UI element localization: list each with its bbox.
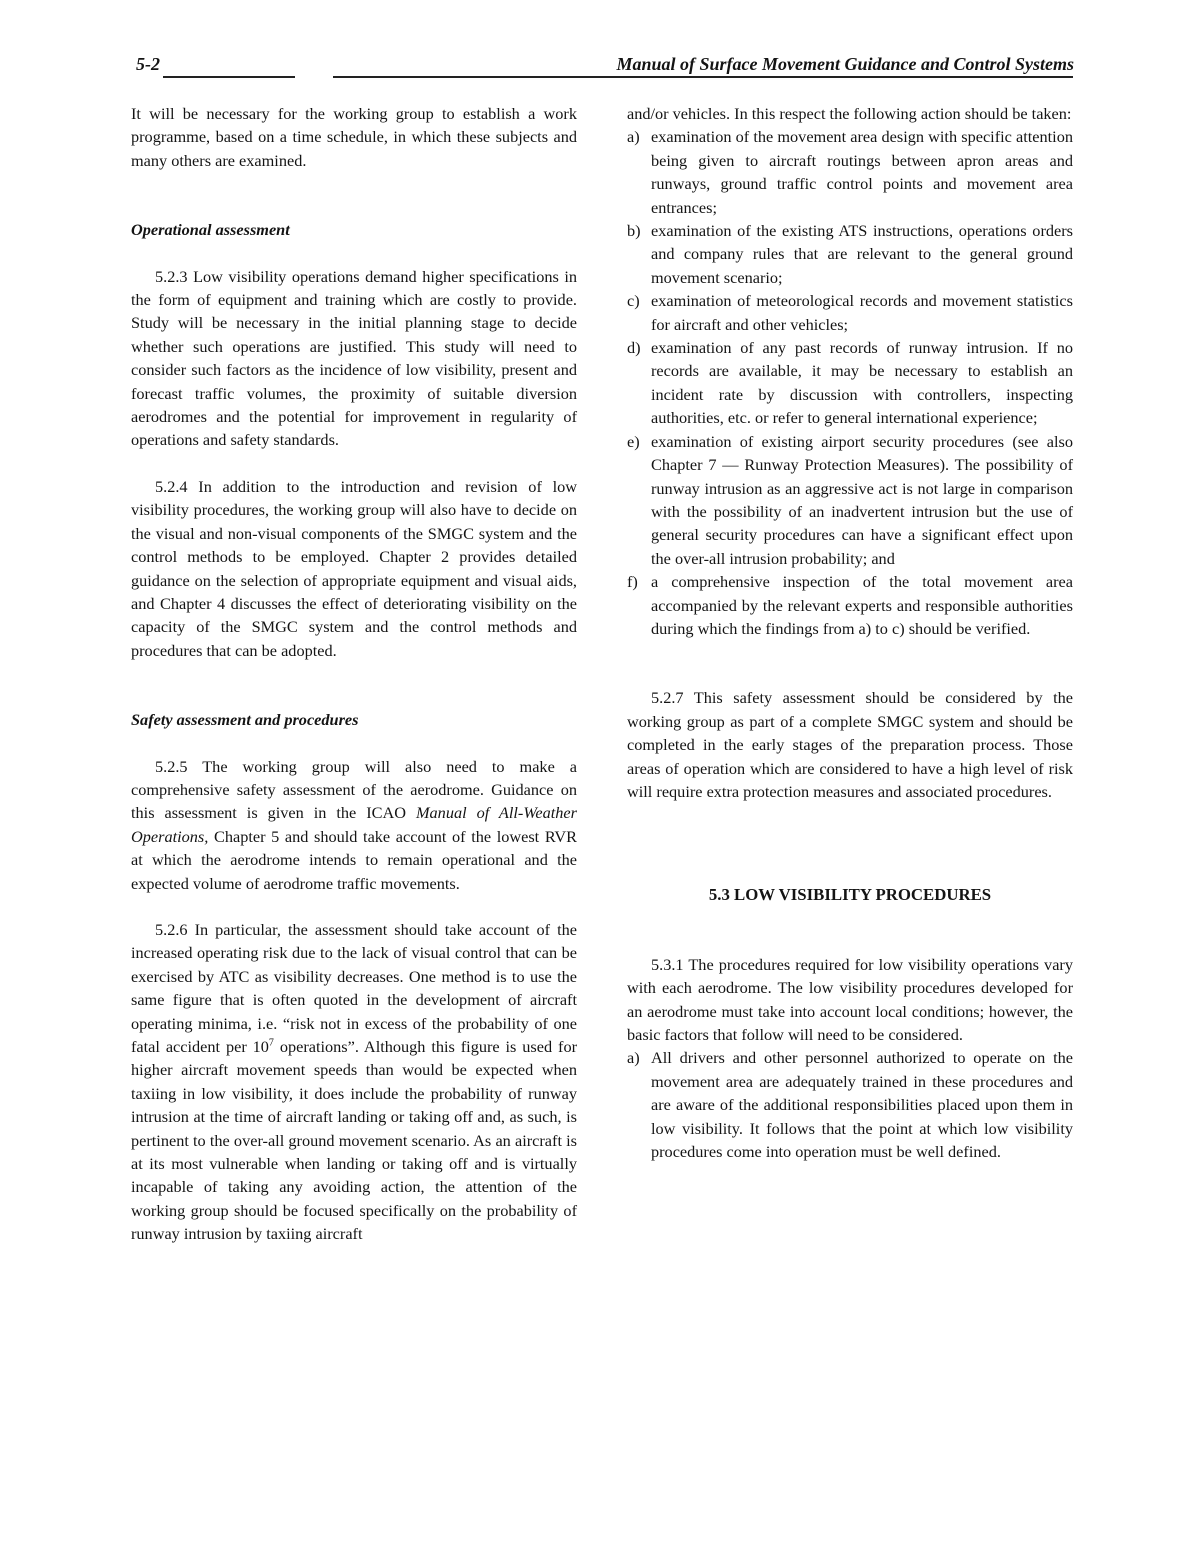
list-item-text: examination of the movement area design with specific attention being given to aircraft routings between apron areas and runways, ground traffic control points and movement area entrances; <box>651 127 1073 217</box>
paragraph-5-2-6-text-end: operations”. Although this figure is used for higher aircraft movement speeds than would be expected when taxiing in low visibility, it does include the probability of runway intrusion at the time of aircraft landing or taking off and, as such, is pertinent to the over-all ground movement scenario. As an aircraft is at its most vulnerable when landing or taking off and is virtually incapable of taking any avoiding action, the attention of the working group should be focused specifically on the probability of runway intrusion by taxiing aircraft <box>131 1037 578 1244</box>
paragraph-5-2-6 <box>131 918 577 1246</box>
left-column <box>131 102 577 1246</box>
header-rule-right <box>333 76 1073 78</box>
list-item <box>627 336 1073 430</box>
paragraph-5-2-3: 5.2.3 Low visibility operations demand higher specifications in the form of equipment and training which are costly to provide. Study will be necessary in the initial planning stage to decide whether such operations are justified. This study will need to consider such factors as the incidence of low visibility, present and forecast traffic volumes, the proximity of suitable diversion aerodromes and the potential for improvement in regularity of operations and safety standards. <box>131 266 577 450</box>
paragraph-5-2-7: 5.2.7 This safety assessment should be considered by the working group as part of a complete SMGC system and should be completed in the early stages of the preparation process. Those areas of operation which are considered to have a high level of risk will require extra protection measures and associated procedures. <box>627 688 1073 801</box>
action-list <box>627 125 1073 640</box>
page-number: 5-2 <box>136 54 160 74</box>
list-item-text: examination of meteorological records and movement statistics for aircraft and other vehicles; <box>651 291 1073 334</box>
list-item <box>627 1046 1073 1163</box>
exponent: 7 <box>268 1037 274 1049</box>
paragraph-5-2-5-text: 5.2.5 The working group will also need to make a comprehensive safety assessment of the aerodrome. Guidance on this assessment is given in the ICAO <box>131 756 577 823</box>
list-item <box>627 125 1073 219</box>
list-marker: f) <box>627 572 638 592</box>
section-heading-5-3: 5.3 LOW VISIBILITY PROCEDURES <box>708 885 992 905</box>
list-item-text: examination of any past records of runway intrusion. If no records are available, it may be necessary to establish an incident rate by discussion with controllers, inspecting authorities, etc. or refer to general international experience; <box>651 338 1073 428</box>
list-item-text: All drivers and other personnel authorized to operate on the movement area are adequately trained in these procedures and are aware of the additional responsibilities placed upon them in low visibility. It follows that the point at which low visibility procedures come into operation must be well defined. <box>651 1048 1073 1162</box>
list-item <box>627 219 1073 289</box>
list-item <box>627 570 1073 640</box>
list-item <box>627 430 1073 570</box>
header-rule-left <box>163 76 295 78</box>
intro-paragraph: It will be necessary for the working group to establish a work programme, based on a time schedule, in which these subjects and many others are examined. <box>131 104 577 170</box>
continued-paragraph: and/or vehicles. In this respect the following action should be taken: <box>627 104 1072 123</box>
safety-assessment-heading: Safety assessment and procedures <box>131 710 359 730</box>
paragraph-5-2-6-text: 5.2.6 In particular, the assessment should take account of the increased operating risk due to the lack of visual control that can be exercised by ATC as visibility decreases. One method is to use the same figure that is often quoted in the development of aircraft operating minima, i.e. “risk not in excess of the probability of one fatal accident per 10 <box>131 919 577 1056</box>
operational-assessment-heading: Operational assessment <box>131 220 290 240</box>
list-marker: d) <box>627 338 641 358</box>
paragraph-5-2-5 <box>131 755 577 895</box>
paragraph-5-2-5-text-end: Chapter 5 and should take account of the lowest RVR at which the aerodrome intends to remain operational and the expected volume of aerodrome traffic movements. <box>131 826 577 893</box>
list-item <box>627 289 1073 336</box>
paragraph-5-2-4: 5.2.4 In addition to the introduction and revision of low visibility procedures, the working group will also have to decide on the visual and non-visual components of the SMGC system and the control methods to be employed. Chapter 2 provides detailed guidance on the selection of appropriate equipment and visual aids, and Chapter 4 discusses the effect of deteriorating visibility on the capacity of the SMGC system and the control methods and procedures that can be adopted. <box>131 476 577 660</box>
manual-title-italic: Manual of All-Weather Operations, <box>131 803 577 846</box>
list-marker: b) <box>627 221 641 241</box>
running-title: Manual of Surface Movement Guidance and Control Systems <box>616 54 1074 74</box>
paragraph-5-3-1: 5.3.1 The procedures required for low visibility operations vary with each aerodrome. The low visibility procedures developed for an aerodrome must take into account local conditions; however, the basic factors that follow will need to be considered. <box>627 954 1073 1044</box>
list-marker: c) <box>627 291 640 311</box>
list-item-text: a comprehensive inspection of the total movement area accompanied by the relevant experts and responsible authorities during which the findings from a) to c) should be verified. <box>651 572 1073 638</box>
list-marker: a) <box>627 1048 640 1068</box>
list-marker: e) <box>627 431 640 451</box>
right-column <box>627 102 1073 1163</box>
list-item-text: examination of the existing ATS instructions, operations orders and company rules that are relevant to the general ground movement scenario; <box>651 221 1073 287</box>
list-marker: a) <box>627 127 640 147</box>
factor-list <box>627 1046 1073 1163</box>
list-item-text: examination of existing airport security procedures (see also Chapter 7 — Runway Protection Measures). The possibility of runway intrusion as an aggressive act is not large in comparison with the possibility of an inadvertent intrusion but the use of general security procedures can have a significant effect upon the over-all intrusion probability; and <box>651 431 1073 568</box>
